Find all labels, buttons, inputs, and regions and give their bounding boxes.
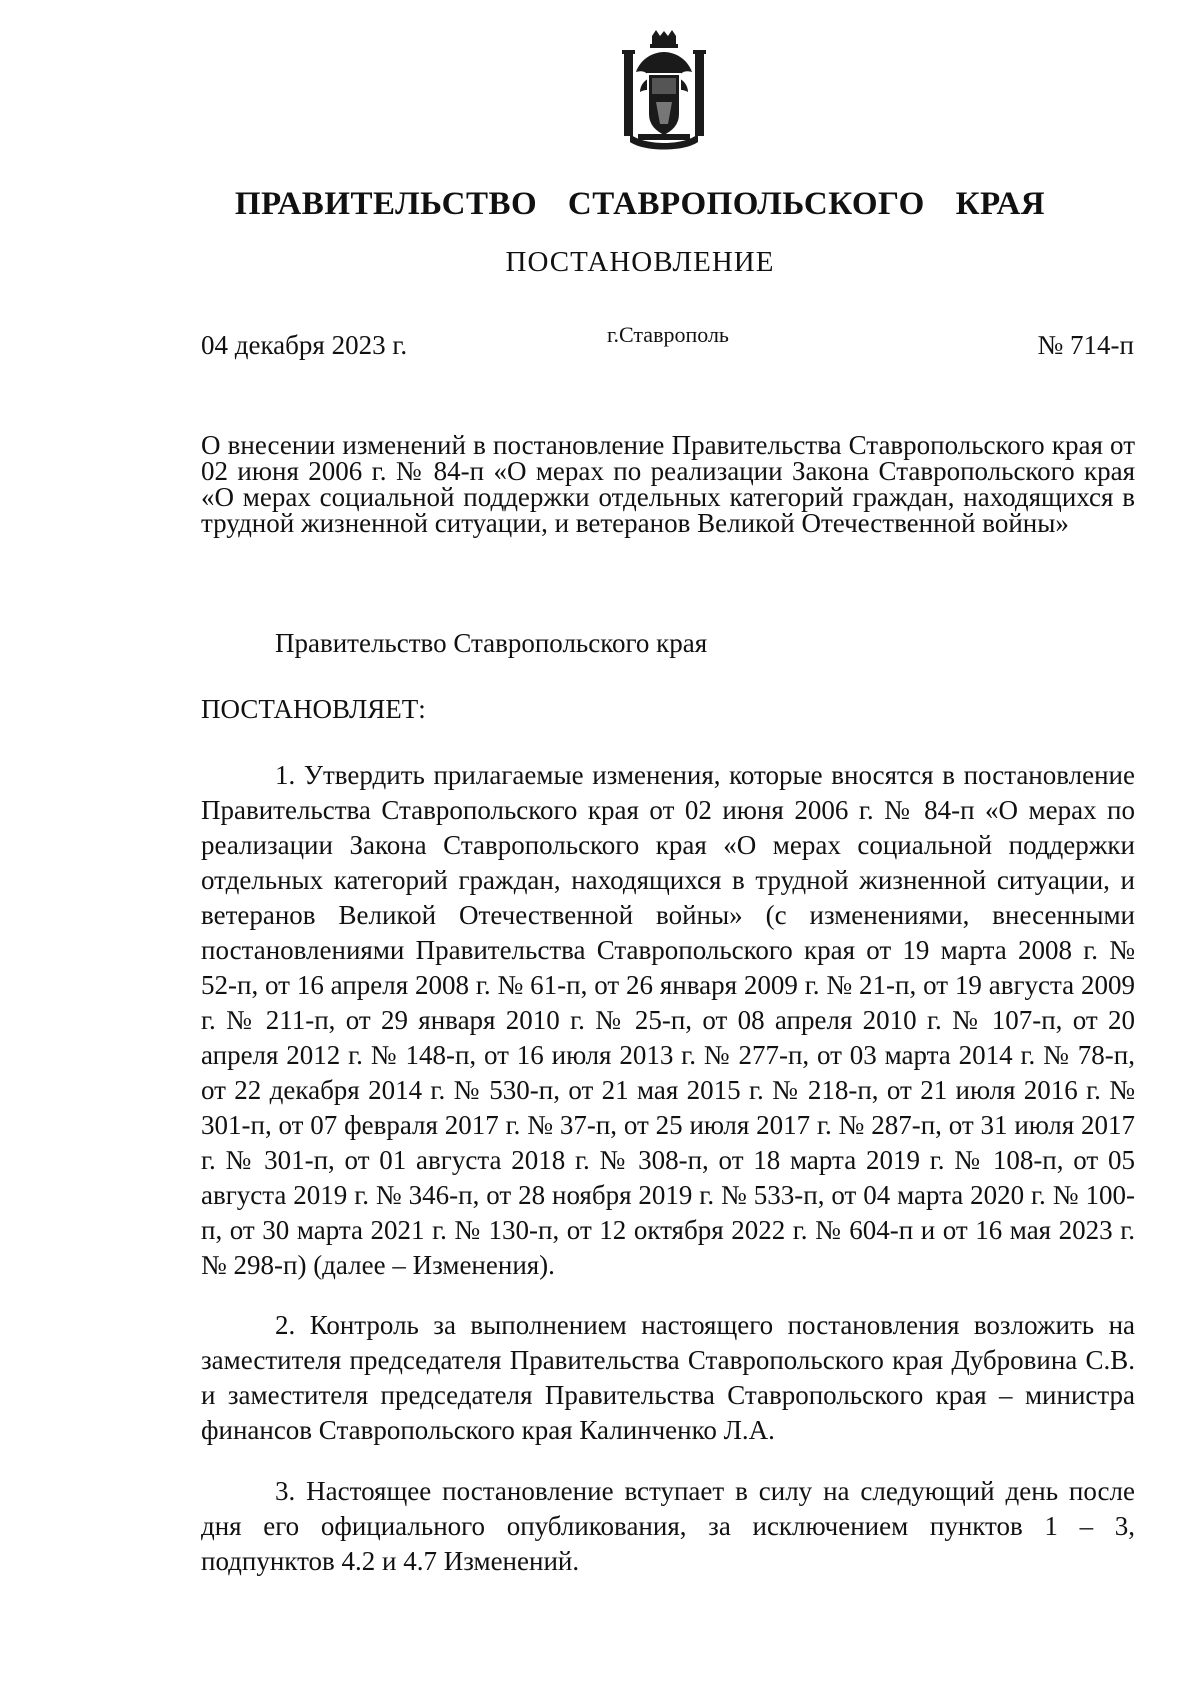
document-type: ПОСТАНОВЛЕНИЕ bbox=[505, 246, 775, 278]
preamble: Правительство Ставропольского края bbox=[275, 628, 708, 658]
paragraph-1: 1. Утвердить прилагаемые изменения, которые вносятся в постановление Правительства Ставропольского края от 02 июня 2006 г. № 84-п «О мерах по реализации Закона Ставропольского края «О мерах социальной поддержки отдельных категорий граждан, находящихся в трудной жизненной ситуации, и ветеранов Великой Отечественной войны» (с изменениями, внесенными постановлениями Правительства Ставропольского края от 19 марта 2008 г. № 52-п, от 16 апреля 2008 г. № 61-п, от 26 января 2009 г. № 21-п, от 19 августа 2009 г. № 211-п, от 29 января 2010 г. № 25-п, от 08 апреля 2010 г. № 107-п, от 20 апреля 2012 г. № 148-п, от 16 июля 2013 г. № 277-п, от 03 марта 2014 г. № 78-п, от 22 декабря 2014 г. № 530-п, от 21 мая 2015 г. № 218-п, от 21 июля 2016 г. № 301-п, от 07 февраля 2017 г. № 37-п, от 25 июля 2017 г. № 287-п, от 31 июля 2017 г. № 301-п, от 01 августа 2018 г. № 308-п, от 18 марта 2019 г. № 108-п, от 05 августа 2019 г. № 346-п, от 28 ноября 2019 г. № 533-п, от 04 марта 2020 г. № 100-п, от 30 марта 2021 г. № 130-п, от 12 октября 2022 г. № 604-п и от 16 мая 2023 г. № 298-п) (далее – Изменения). bbox=[201, 760, 1135, 1280]
document-number: № 714-п bbox=[1037, 330, 1134, 360]
decree-word: ПОСТАНОВЛЯЕТ: bbox=[201, 694, 426, 724]
document-subject: О внесении изменений в постановление Правительства Ставропольского края от 02 июня 2006 г. № 84-п «О мерах по реализации Закона Ставропольского края «О мерах социальной поддержки отдельных категорий граждан, находящихся в трудной жизненной ситуации, и ветеранов Великой Отечественной войны» bbox=[201, 430, 1135, 538]
coat-of-arms-icon bbox=[622, 30, 706, 152]
paragraph-2: 2. Контроль за выполнением настоящего постановления возложить на заместителя председателя Правительства Ставропольского края Дубровина С.В. и заместителя председателя Правительства Ставропольского края – министра финансов Ставропольского края Калинченко Л.А. bbox=[201, 1310, 1135, 1445]
document-city: г.Ставрополь bbox=[607, 322, 729, 347]
paragraph-3: 3. Настоящее постановление вступает в силу на следующий день после дня его официального опубликования, за исключением пунктов 1 – 3, подпунктов 4.2 и 4.7 Изменений. bbox=[201, 1476, 1135, 1576]
document-date: 04 декабря 2023 г. bbox=[201, 330, 408, 360]
organization-title: ПРАВИТЕЛЬСТВО СТАВРОПОЛЬСКОГО КРАЯ bbox=[234, 186, 1046, 222]
